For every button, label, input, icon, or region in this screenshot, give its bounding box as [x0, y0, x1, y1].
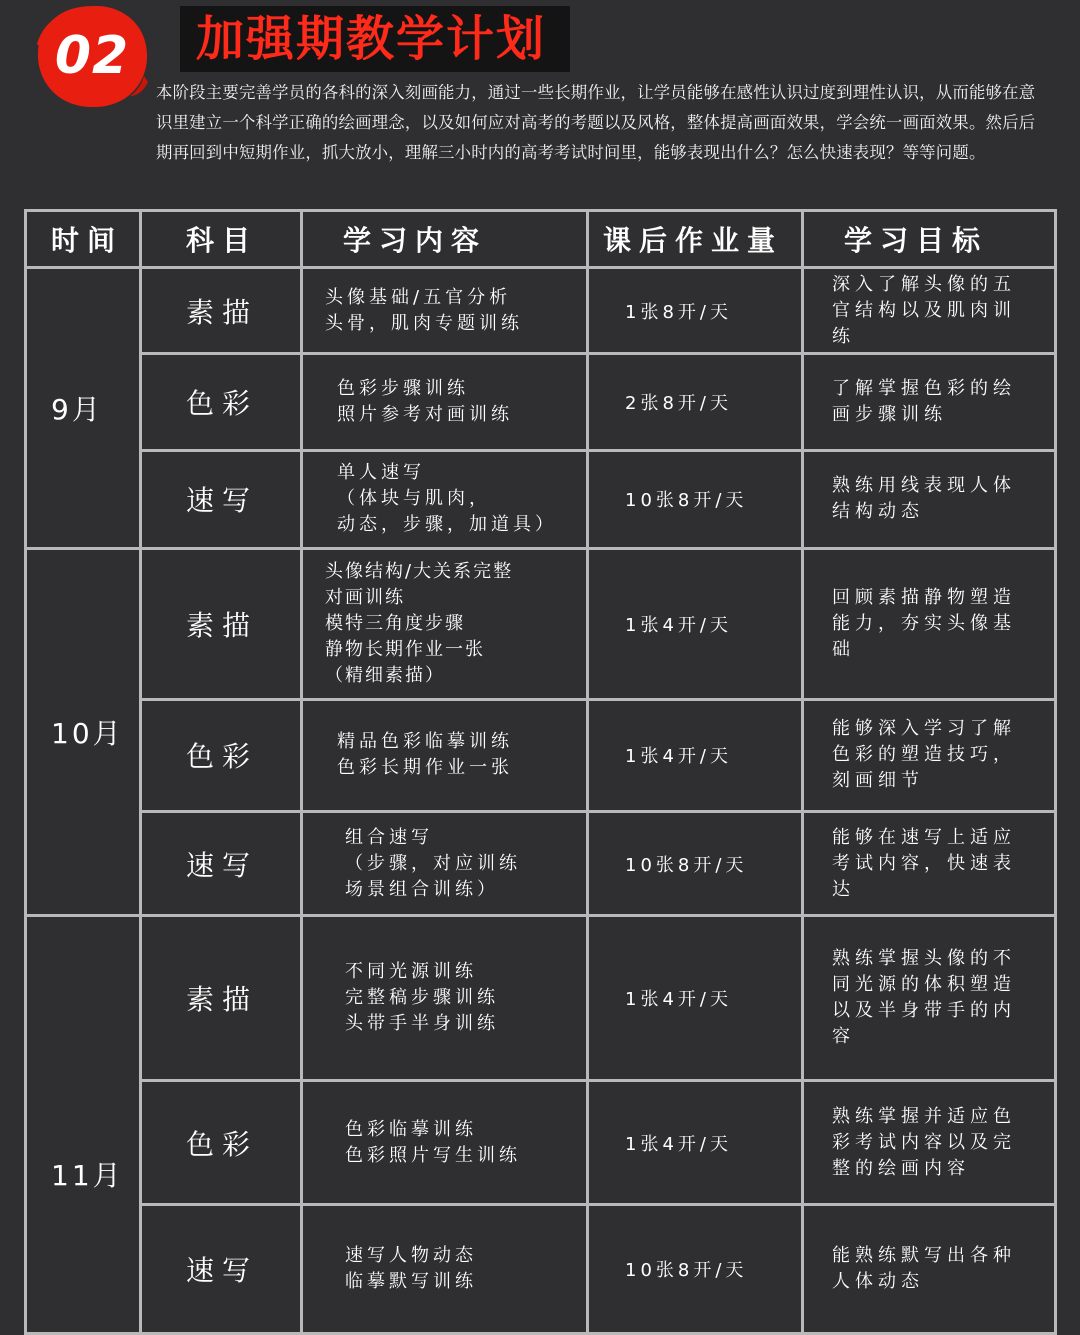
content-cell: 速写人物动态 临摹默写训练	[302, 1205, 588, 1334]
goal-cell: 深入了解头像的五 官结构以及肌肉训 练	[803, 268, 1056, 354]
month-cell: 10月	[26, 549, 141, 916]
content-cell: 色彩临摹训练 色彩照片写生训练	[302, 1081, 588, 1205]
subject-cell: 素描	[141, 916, 302, 1081]
content-cell: 组合速写 （步骤，对应训练 场景组合训练）	[302, 812, 588, 916]
table-row	[26, 1081, 1056, 1205]
goal-cell: 熟练掌握头像的不 同光源的体积塑造 以及半身带手的内 容	[803, 916, 1056, 1081]
table-header-row	[26, 211, 1056, 268]
homework-cell: 10张8开/天	[588, 450, 803, 548]
section-number-badge	[34, 2, 150, 110]
table-row	[26, 916, 1056, 1081]
homework-cell: 2张8开/天	[588, 354, 803, 450]
content-cell: 单人速写 （体块与肌肉， 动态，步骤，加道具）	[302, 450, 588, 548]
teaching-plan-table	[24, 209, 1057, 1335]
homework-cell: 10张8开/天	[588, 1205, 803, 1334]
intro-paragraph: 本阶段主要完善学员的各科的深入刻画能力，通过一些长期作业，让学员能够在感性认识过度到理性认识，从而能够在意识里建立一个科学正确的绘画理念，以及如何应对高考的考题以及风格，整体提高画面效果，学会统一画面效果。然后后期再回到中短期作业，抓大放小，理解三小时内的高考考试时间里，能够表现出什么？怎么快速表现？等等问题。	[156, 83, 1036, 162]
subject-cell: 素描	[141, 268, 302, 354]
header-content: 学习内容	[302, 211, 588, 268]
subject-cell: 速写	[141, 812, 302, 916]
homework-cell: 1张4开/天	[588, 549, 803, 700]
goal-cell: 回顾素描静物塑造 能力，夯实头像基 础	[803, 549, 1056, 700]
subject-cell: 速写	[141, 450, 302, 548]
table-row	[26, 699, 1056, 811]
month-cell: 11月	[26, 916, 141, 1334]
goal-cell: 能够在速写上适应 考试内容，快速表 达	[803, 812, 1056, 916]
table-row	[26, 354, 1056, 450]
homework-cell: 10张8开/天	[588, 812, 803, 916]
subject-cell: 速写	[141, 1205, 302, 1334]
goal-cell: 熟练掌握并适应色 彩考试内容以及完 整的绘画内容	[803, 1081, 1056, 1205]
goal-cell: 了解掌握色彩的绘 画步骤训练	[803, 354, 1056, 450]
content-cell: 头像基础/五官分析 头骨，肌肉专题训练	[302, 268, 588, 354]
header-goal: 学习目标	[803, 211, 1056, 268]
header-subject: 科目	[141, 211, 302, 268]
goal-cell: 能熟练默写出各种 人体动态	[803, 1205, 1056, 1334]
table-row	[26, 549, 1056, 700]
header-time: 时间	[26, 211, 141, 268]
content-cell: 精品色彩临摹训练 色彩长期作业一张	[302, 699, 588, 811]
table-row	[26, 1205, 1056, 1334]
header-homework: 课后作业量	[588, 211, 803, 268]
table-row	[26, 812, 1056, 916]
subject-cell: 素描	[141, 549, 302, 700]
content-cell: 不同光源训练 完整稿步骤训练 头带手半身训练	[302, 916, 588, 1081]
homework-cell: 1张4开/天	[588, 916, 803, 1081]
homework-cell: 1张8开/天	[588, 268, 803, 354]
table-row	[26, 450, 1056, 548]
content-cell: 头像结构/大关系完整 对画训练 模特三角度步骤 静物长期作业一张 （精细素描）	[302, 549, 588, 700]
subject-cell: 色彩	[141, 1081, 302, 1205]
badge-number: 02	[54, 26, 130, 86]
table-row	[26, 268, 1056, 354]
month-cell: 9月	[26, 268, 141, 549]
title-banner	[180, 6, 570, 72]
subject-cell: 色彩	[141, 699, 302, 811]
homework-cell: 1张4开/天	[588, 699, 803, 811]
homework-cell: 1张4开/天	[588, 1081, 803, 1205]
goal-cell: 能够深入学习了解 色彩的塑造技巧， 刻画细节	[803, 699, 1056, 811]
page-title: 加强期教学计划	[196, 11, 547, 67]
subject-cell: 色彩	[141, 354, 302, 450]
content-cell: 色彩步骤训练 照片参考对画训练	[302, 354, 588, 450]
goal-cell: 熟练用线表现人体 结构动态	[803, 450, 1056, 548]
